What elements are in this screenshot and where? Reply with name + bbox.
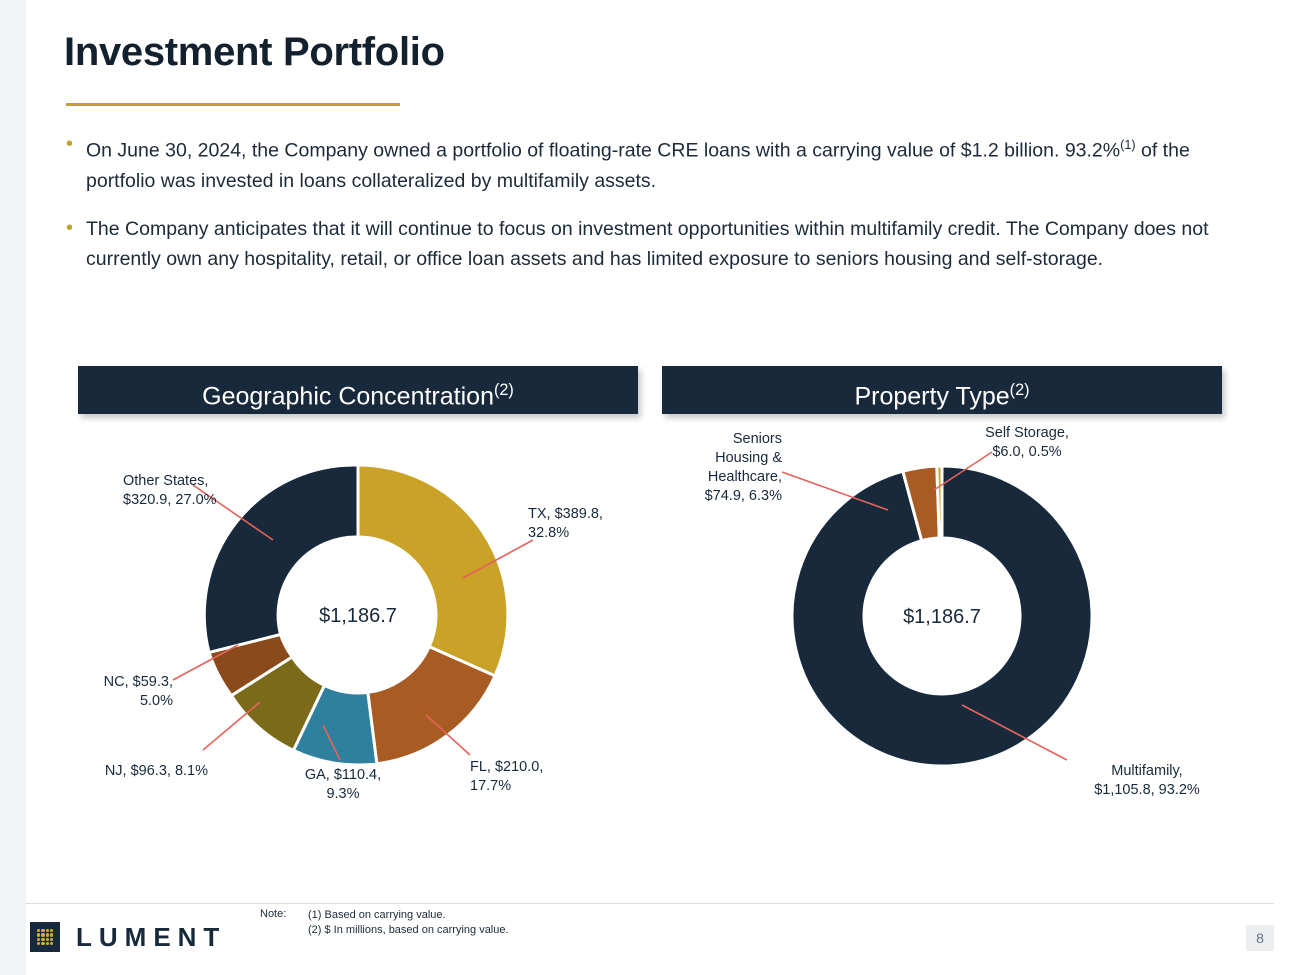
footnote-2: (2) $ In millions, based on carrying value.	[308, 924, 509, 936]
panel-property-type	[662, 366, 1222, 414]
footnote-1: (1) Based on carrying value.	[308, 909, 446, 921]
bullet-list	[66, 130, 1226, 292]
bullet-text-pre: The Company anticipates that it will continue to focus on investment opportunities within multifamily credit. The Company does not currently own any hospitality, retail, or office loan assets and has limited exposure to seniors housing and self-storage.	[86, 217, 1209, 270]
label-multifamily: Multifamily, $1,105.8, 93.2%	[1094, 763, 1200, 798]
logo-wordmark: LUMENT	[76, 922, 227, 952]
bullet-text-pre: On June 30, 2024, the Company owned a portfolio of floating-rate CRE loans with a carrying value of $1.2 billion. 93.2%	[86, 139, 1121, 162]
donut-center-label-geographic: $1,186.7	[319, 605, 397, 627]
left-edge-strip	[0, 0, 26, 975]
footnotes	[308, 908, 509, 938]
bullet-dot-icon: •	[66, 216, 74, 239]
lument-logo-icon	[30, 922, 60, 952]
label-seniors-housing: Seniors Housing & Healthcare, $74.9, 6.3%	[704, 431, 782, 504]
donut-center-label-property-type: $1,186.7	[903, 606, 981, 628]
bullet-footnote-ref: (1)	[1120, 138, 1136, 152]
page-number: 8	[1246, 925, 1274, 951]
logo-dot-grid	[37, 929, 53, 945]
panel-title-footnote-ref: (2)	[1009, 381, 1030, 399]
panel-title-geographic: Geographic Concentration	[202, 382, 494, 411]
bullet-text	[86, 130, 1226, 196]
panel-header-property-type	[662, 366, 1222, 414]
slice-self-storage	[937, 466, 942, 538]
label-fl: FL, $210.0, 17.7%	[470, 759, 544, 794]
list-item	[66, 214, 1226, 274]
label-self-storage: Self Storage, $6.0, 0.5%	[985, 425, 1069, 460]
panel-geographic-concentration	[78, 366, 638, 414]
label-ga: GA, $110.4, 9.3%	[304, 767, 382, 802]
list-item	[66, 130, 1226, 196]
bullet-text	[86, 214, 1226, 274]
page-title: Investment Portfolio	[64, 30, 445, 74]
footer-divider	[26, 903, 1274, 904]
donut-chart-geographic	[78, 430, 638, 830]
label-nj: NJ, $96.3, 8.1%	[104, 763, 208, 779]
panel-header-geographic	[78, 366, 638, 414]
donut-chart-property-type	[662, 425, 1222, 830]
note-label: Note:	[260, 908, 287, 920]
panel-title-property-type: Property Type	[854, 382, 1010, 411]
label-nc: NC, $59.3, 5.0%	[103, 674, 173, 709]
panel-title-footnote-ref: (2)	[493, 381, 514, 399]
label-tx: TX, $389.8, 32.8%	[528, 506, 603, 541]
leader-line-nj	[203, 702, 260, 750]
bullet-dot-icon: •	[66, 133, 74, 155]
slice-tx	[358, 465, 508, 676]
bullet-text-post: of the portfolio was invested in loans collateralized by multifamily assets.	[86, 139, 1190, 192]
label-other-states: Other States, $320.9, 27.0%	[123, 473, 217, 508]
title-underline	[66, 103, 400, 106]
